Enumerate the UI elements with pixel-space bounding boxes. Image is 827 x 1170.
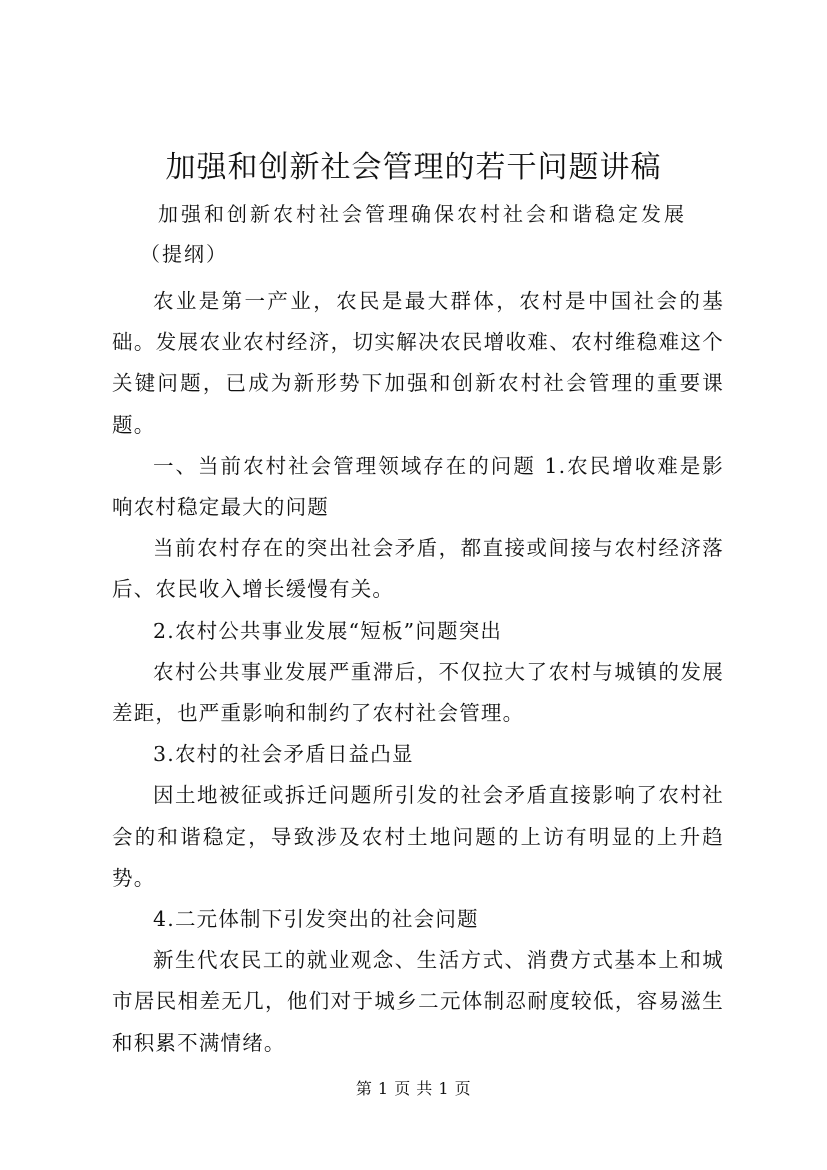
section-heading-1: 一、当前农村社会管理领域存在的问题 1.农民增收难是影响农村稳定最大的问题 xyxy=(112,453,724,520)
paragraph-4: 新生代农民工的就业观念、生活方式、消费方式基本上和城市居民相差无几，他们对于城乡二元体制忍耐度较低，容易滋生和积累不满情绪。 xyxy=(112,948,724,1055)
document-body xyxy=(112,281,724,1064)
paragraph-3: 因土地被征或拆迁问题所引发的社会矛盾直接影响了农村社会的和谐稳定，导致涉及农村土地问题的上访有明显的上升趋势。 xyxy=(112,783,724,890)
paragraph-intro: 农业是第一产业，农民是最大群体，农村是中国社会的基础。发展农业农村经济，切实解决农民增收难、农村维稳难这个关键问题，已成为新形势下加强和创新农村社会管理的重要课题。 xyxy=(112,289,724,437)
section-heading-4: 4.二元体制下引发突出的社会问题 xyxy=(153,907,479,932)
section-heading-3: 3.农村的社会矛盾日益凸显 xyxy=(153,742,414,767)
section-heading-2: 2.农村公共事业发展“短板”问题突出 xyxy=(153,618,503,643)
page-footer: 第 1 页 共 1 页 xyxy=(355,1079,472,1098)
document-title: 加强和创新社会管理的若干问题讲稿 xyxy=(165,150,662,185)
paragraph-1: 当前农村存在的突出社会矛盾，都直接或间接与农村经济落后、农民收入增长缓慢有关。 xyxy=(112,536,724,602)
document-subtitle-note: （提纲） xyxy=(140,242,228,266)
document-subtitle: 加强和创新农村社会管理确保农村社会和谐稳定发展 xyxy=(158,202,687,226)
paragraph-2: 农村公共事业发展严重滞后，不仅拉大了农村与城镇的发展差距，也严重影响和制约了农村社会管理。 xyxy=(112,659,724,726)
